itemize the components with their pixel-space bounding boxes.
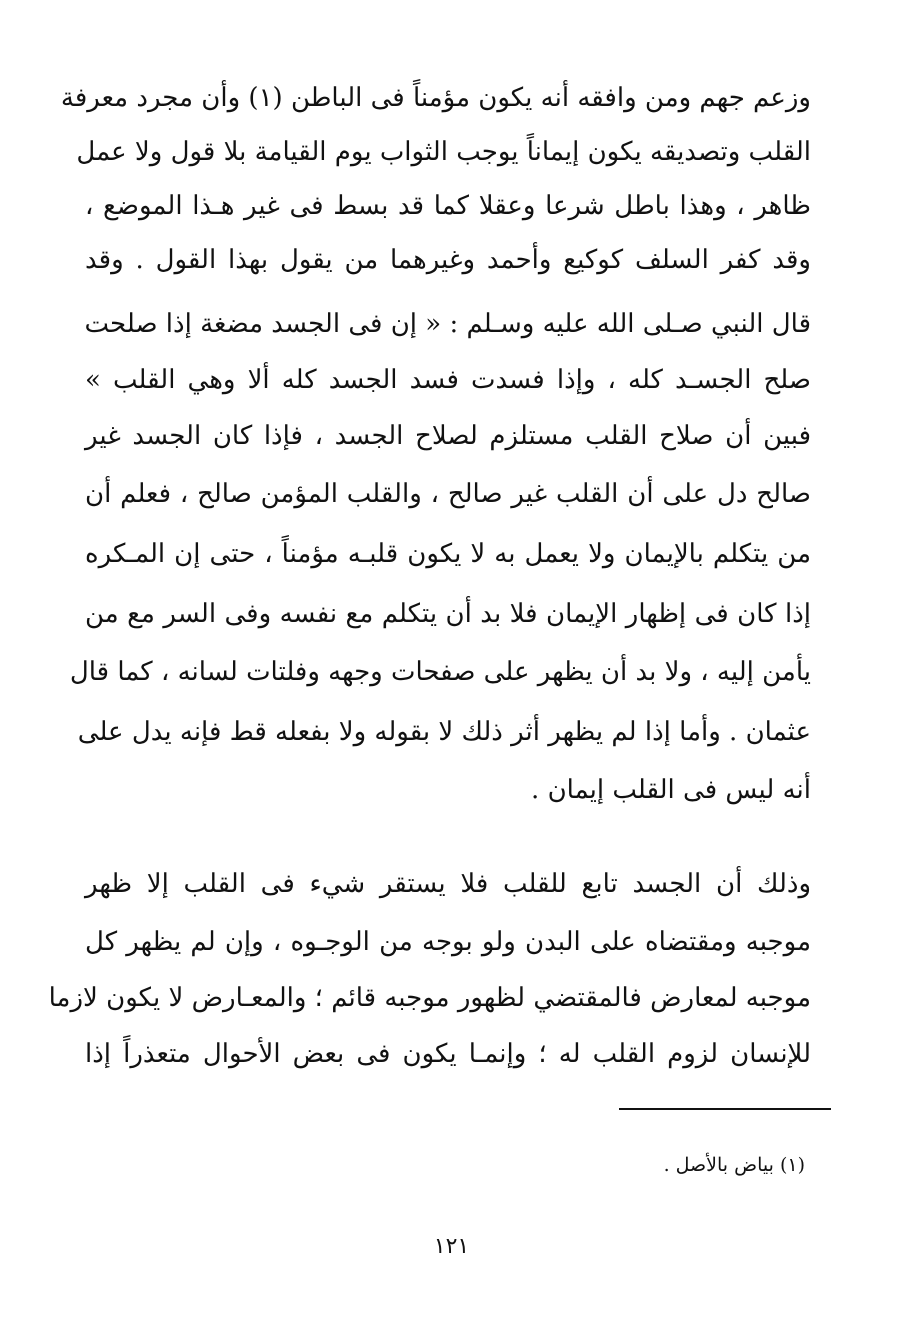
paragraph-line: للإنسان لزوم القلب له ؛ وإنمـا يكون فى بعض الأحوال متعذراً إذا [85, 1039, 811, 1069]
footnote-separator [619, 1108, 831, 1110]
paragraph-line: من يتكلم بالإيمان ولا يعمل به لا يكون قلبـه مؤمناً ، حتى إن المـكره [85, 539, 811, 569]
paragraph-line: فبين أن صلاح القلب مستلزم لصلاح الجسد ، فإذا كان الجسد غير [85, 421, 812, 451]
paragraph-line: ظاهر ، وهذا باطل شرعا وعقلا كما قد بسط فى غير هـذا الموضع ، [85, 191, 811, 221]
paragraph-line: وذلك أن الجسد تابع للقلب فلا يستقر شيء فى القلب إلا ظهر [85, 869, 811, 899]
paragraph-line: موجبه ومقتضاه على البدن ولو بوجه من الوجـوه ، وإن لم يظهر كل [85, 927, 811, 957]
paragraph-line: صالح دل على أن القلب غير صالح ، والقلب المؤمن صالح ، فعلم أن [85, 479, 811, 509]
footnote: (١) بياض بالأصل . [663, 1154, 805, 1176]
page-number: ١٢١ [433, 1234, 470, 1259]
paragraph-line: وزعم جهم ومن وافقه أنه يكون مؤمناً فى الباطن (١) وأن مجرد معرفة [60, 83, 811, 113]
paragraph-line: يأمن إليه ، ولا بد أن يظهر على صفحات وجهه وفلتات لسانه ، كما قال [69, 657, 811, 687]
paragraph-line: القلب وتصديقه يكون إيماناً يوجب الثواب يوم القيامة بلا قول ولا عمل [76, 137, 811, 167]
paragraph-line: وقد كفر السلف كوكيع وأحمد وغيرهما من يقول بهذا القول . وقد [85, 245, 811, 275]
paragraph-line: قال النبي صـلى الله عليه وسـلم : « إن فى الجسد مضغة إذا صلحت [84, 309, 811, 339]
paragraph-line: صلح الجسـد كله ، وإذا فسدت فسد الجسد كله ألا وهي القلب » [85, 365, 811, 395]
paragraph-line: أنه ليس فى القلب إيمان . [531, 775, 811, 805]
paragraph-line: موجبه لمعارض فالمقتضي لظهور موجبه قائم ؛ والمعـارض لا يكون لازما [48, 983, 811, 1013]
paragraph-line: إذا كان فى إظهار الإيمان فلا بد أن يتكلم مع نفسه وفى السر مع من [85, 599, 811, 629]
paragraph-line: عثمان . وأما إذا لم يظهر أثر ذلك لا بقوله ولا بفعله قط فإنه يدل على [77, 717, 811, 747]
